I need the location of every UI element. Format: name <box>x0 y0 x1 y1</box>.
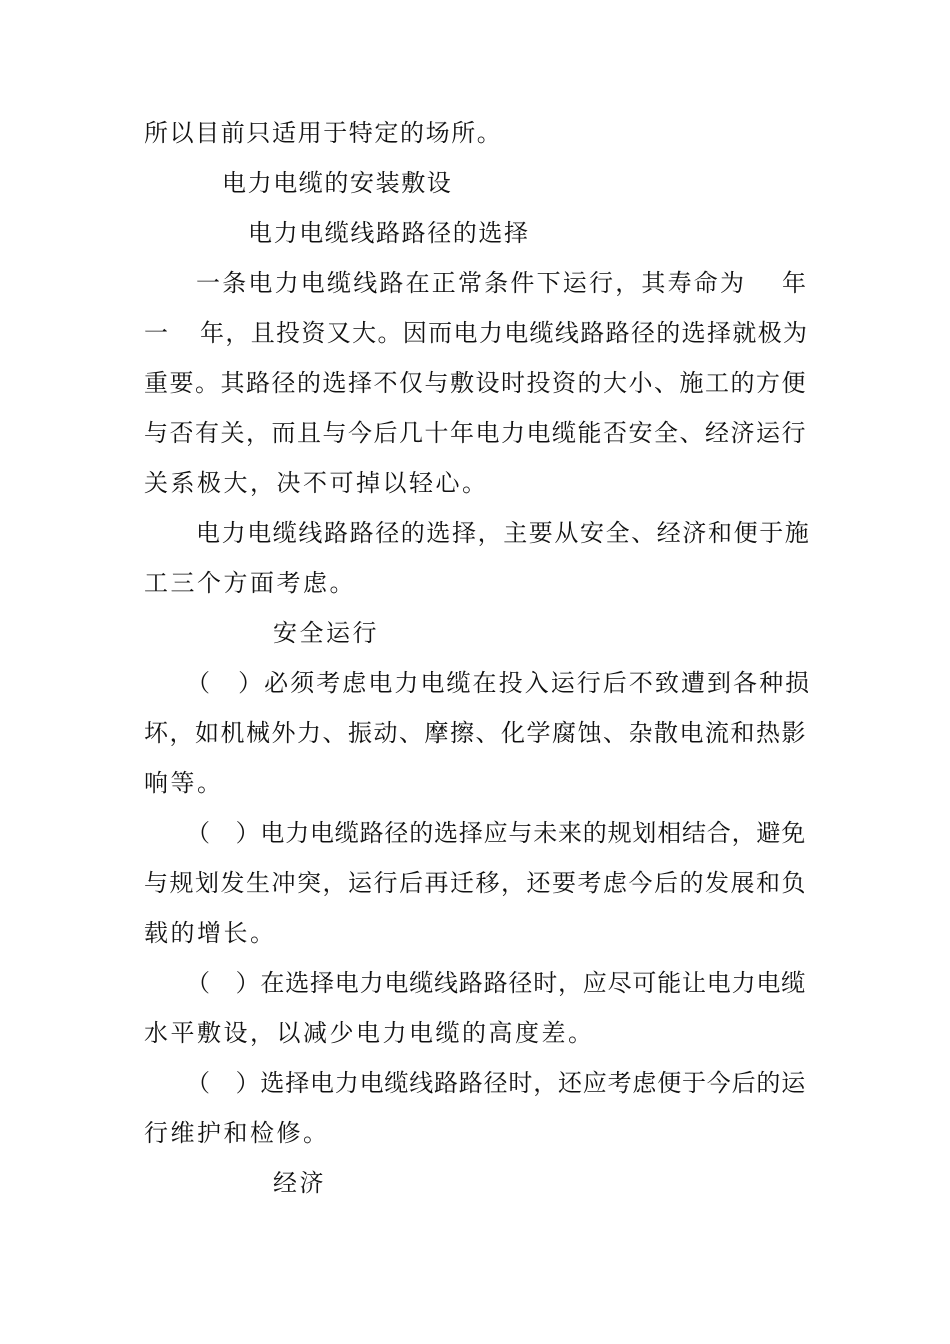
list-item-line: 水平敷设，以减少电力电缆的高度差。 <box>144 1019 595 1047</box>
list-item-line: （ ）在选择电力电缆线路路径时，应尽可能让电力电缆 <box>186 969 806 997</box>
list-item-line: 响等。 <box>144 769 224 797</box>
paragraph-line: 工三个方面考虑。 <box>144 569 356 597</box>
paragraph-line: 关系极大，决不可掉以轻心。 <box>144 469 489 497</box>
subsection-heading: 电力电缆线路路径的选择 <box>248 219 530 247</box>
paragraph-line: 重要。其路径的选择不仅与敷设时投资的大小、施工的方便 <box>144 369 807 397</box>
subsection-heading: 经济 <box>273 1169 326 1197</box>
paragraph-line: 与否有关，而且与今后几十年电力电缆能否安全、经济运行 <box>144 419 807 447</box>
paragraph-tail: 所以目前只适用于特定的场所。 <box>144 119 503 147</box>
paragraph-line: 年 <box>782 269 808 297</box>
section-heading: 电力电缆的安装敷设 <box>222 169 453 197</box>
paragraph-line: 一条电力电缆线路在正常条件下运行，其寿命为 <box>196 269 747 297</box>
paragraph-line: 一 <box>144 319 170 347</box>
list-item-line: 行维护和检修。 <box>144 1119 330 1147</box>
list-item-line: （ ）必须考虑电力电缆在投入运行后不致遭到各种损 <box>186 669 812 697</box>
list-item-line: （ ）选择电力电缆线路路径时，还应考虑便于今后的运 <box>186 1069 806 1097</box>
paragraph-line: 年，且投资又大。因而电力电缆线路路径的选择就极为 <box>200 319 809 347</box>
list-item-line: 与规划发生冲突，运行后再迁移，还要考虑今后的发展和负 <box>144 869 807 897</box>
paragraph-line: 电力电缆线路路径的选择，主要从安全、经济和便于施 <box>196 519 811 547</box>
list-item-line: 载的增长。 <box>144 919 277 947</box>
list-item-line: （ ）电力电缆路径的选择应与未来的规划相结合，避免 <box>186 819 806 847</box>
list-item-line: 坏，如机械外力、振动、摩擦、化学腐蚀、杂散电流和热影 <box>144 719 807 747</box>
subsection-heading: 安全运行 <box>273 619 379 647</box>
